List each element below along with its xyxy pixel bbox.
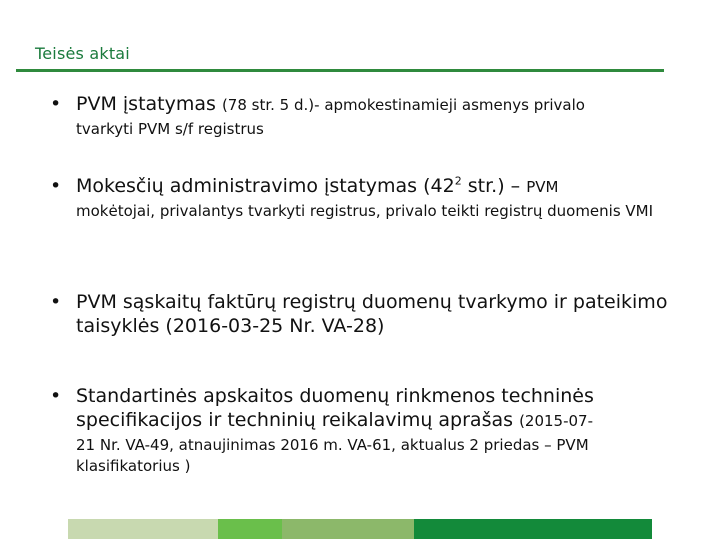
bullet-dot: • [50,291,62,313]
bullet-tail: PVM [526,178,559,196]
slide-title: Teisės aktai [35,44,130,63]
footer-segment [282,519,414,539]
footer-segment [218,519,282,539]
bullet-main-b: str.) – [461,175,527,197]
bullet-item-invoice-rules [50,290,685,338]
footer-segment [68,519,218,539]
bullet-text [76,92,685,140]
bullet-dot: • [50,93,62,115]
bullet-sub: 21 Nr. VA-49, atnaujinimas 2016 m. VA-61, aktualus 2 priedas – PVM klasifikatorius ) [76,436,589,475]
footer-segment [414,519,652,539]
footer-color-bar [68,519,652,539]
bullet-main: Standartinės apskaitos duomenų rinkmenos techninės specifikacijos ir techninių reikalavimų aprašas [76,385,594,431]
bullet-item-pvm-law [50,92,685,140]
bullet-item-tax-admin-law [50,174,685,222]
bullet-ref: (2015-07- [519,412,594,430]
bullet-text [76,174,685,222]
bullet-text [76,384,685,477]
bullet-sub: mokėtojai, privalantys tvarkyti registrus, privalo teikti registrų duomenis VMI [76,202,654,220]
bullet-item-saf-t-spec [50,384,685,477]
bullet-dot: • [50,175,62,197]
bullet-ref: (78 str. 5 d.)- [221,96,320,114]
bullet-main-a: Mokesčių administravimo įstatymas (42 [76,175,455,197]
bullet-tail: apmokestinamieji asmenys privalo [319,96,585,114]
bullet-superscript: 2 [454,174,462,188]
bullet-main: PVM įstatymas [76,93,216,115]
bullet-text: PVM sąskaitų faktūrų registrų duomenų tvarkymo ir pateikimo taisyklės (2016-03-25 Nr. VA-28) [76,291,668,337]
title-rule [16,69,664,72]
bullet-dot: • [50,385,62,407]
bullet-sub: tvarkyti PVM s/f registrus [76,120,264,138]
